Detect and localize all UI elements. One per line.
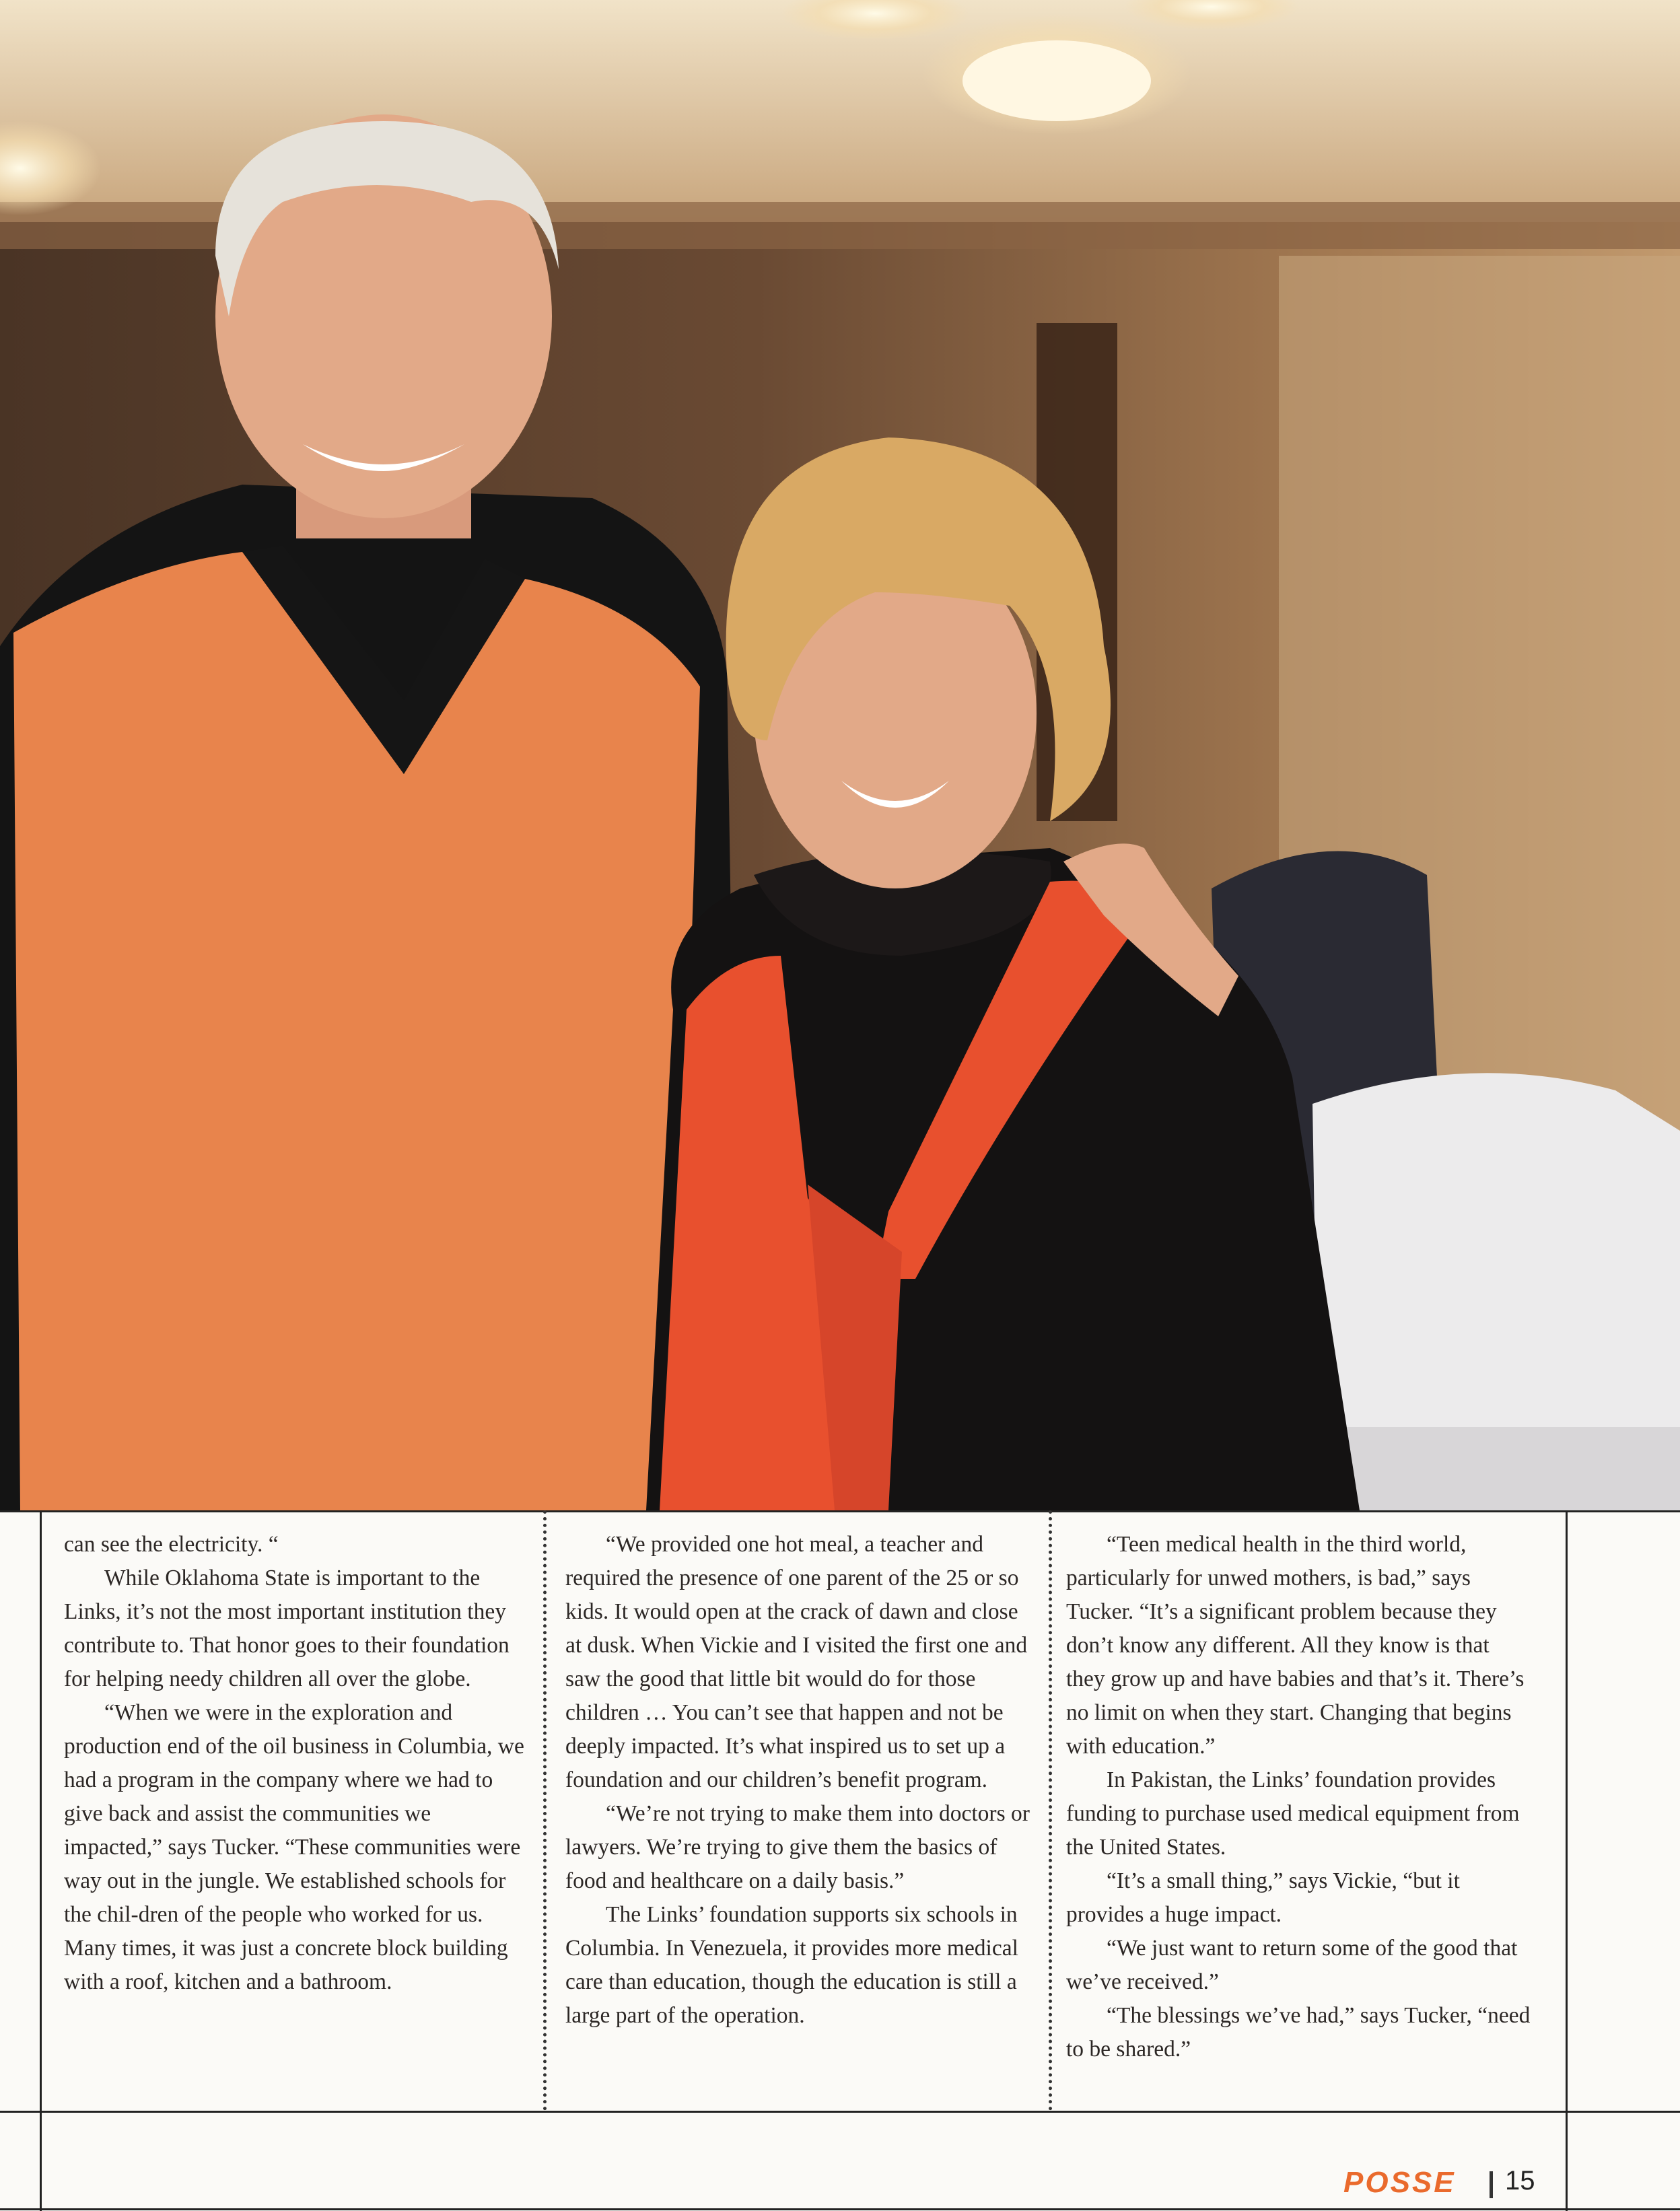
paragraph: “We provided one hot meal, a teacher and required the presence of one parent of the 25 or so kids. It would open at the crack of dawn and close at dusk. When Vickie and I visited the first one and saw the good that little bit would do for those children … You can’t see that happen and not be deeply impacted. It’s what inspired us to set up a foundation and our children’s benefit program. — [565, 1532, 1028, 1792]
column-divider-2 — [1049, 1510, 1052, 2111]
paragraph: In Pakistan, the Links’ foundation provides funding to purchase used medical equipment from the United States. — [1066, 1767, 1520, 1860]
paragraph: “We’re not trying to make them into doctors or lawyers. We’re trying to give them the basics of food and healthcare on a daily basis.” — [565, 1801, 1030, 1893]
frame-right-rule — [1566, 1510, 1568, 2211]
paragraph: “Teen medical health in the third world, particularly for unwed mothers, is bad,” says Tucker. “It’s a significant problem because they don’t know any different. All they know is that they grow up and have babies and that’s it. There’s no limit on when they start. Changing that begins with education.” — [1066, 1532, 1525, 1759]
paragraph: “The blessings we’ve had,” says Tucker, “need to be shared.” — [1066, 2003, 1531, 2062]
paragraph: can see the electricity. “ — [64, 1532, 279, 1557]
frame-top-rule — [0, 1510, 1680, 1512]
frame-left-rule — [40, 1510, 42, 2211]
article-column-3 — [1066, 1528, 1531, 2066]
footer-separator — [1490, 2171, 1493, 2198]
page-bottom-rule — [0, 2208, 1680, 2210]
page-number: 15 — [1505, 2166, 1535, 2196]
paragraph: While Oklahoma State is important to the Links, it’s not the most important institution they contribute to. That honor goes to their foundation for helping needy children all over the globe. — [64, 1566, 510, 1691]
magazine-brand: POSSE — [1343, 2166, 1456, 2199]
frame-bottom-rule — [0, 2111, 1680, 2113]
paragraph: “We just want to return some of the good that we’ve received.” — [1066, 1936, 1518, 1994]
article-column-2 — [565, 1528, 1030, 2033]
article-column-1 — [64, 1528, 528, 1999]
paragraph: The Links’ foundation supports six schools in Columbia. In Venezuela, it provides more medical care than education, though the education is still a large part of the operation. — [565, 1902, 1018, 2028]
column-divider-1 — [543, 1510, 547, 2111]
paragraph: “When we were in the exploration and production end of the oil business in Columbia, we had a program in the company where we had to give back and assist the communities we impacted,” says Tucker. “These communities were way out in the jungle. We established schools for the chil-dren of the people who worked for us. Many times, it was just a concrete block building with a roof, kitchen and a bathroom. — [64, 1700, 524, 1994]
paragraph: “It’s a small thing,” says Vickie, “but it provides a huge impact. — [1066, 1868, 1460, 1927]
